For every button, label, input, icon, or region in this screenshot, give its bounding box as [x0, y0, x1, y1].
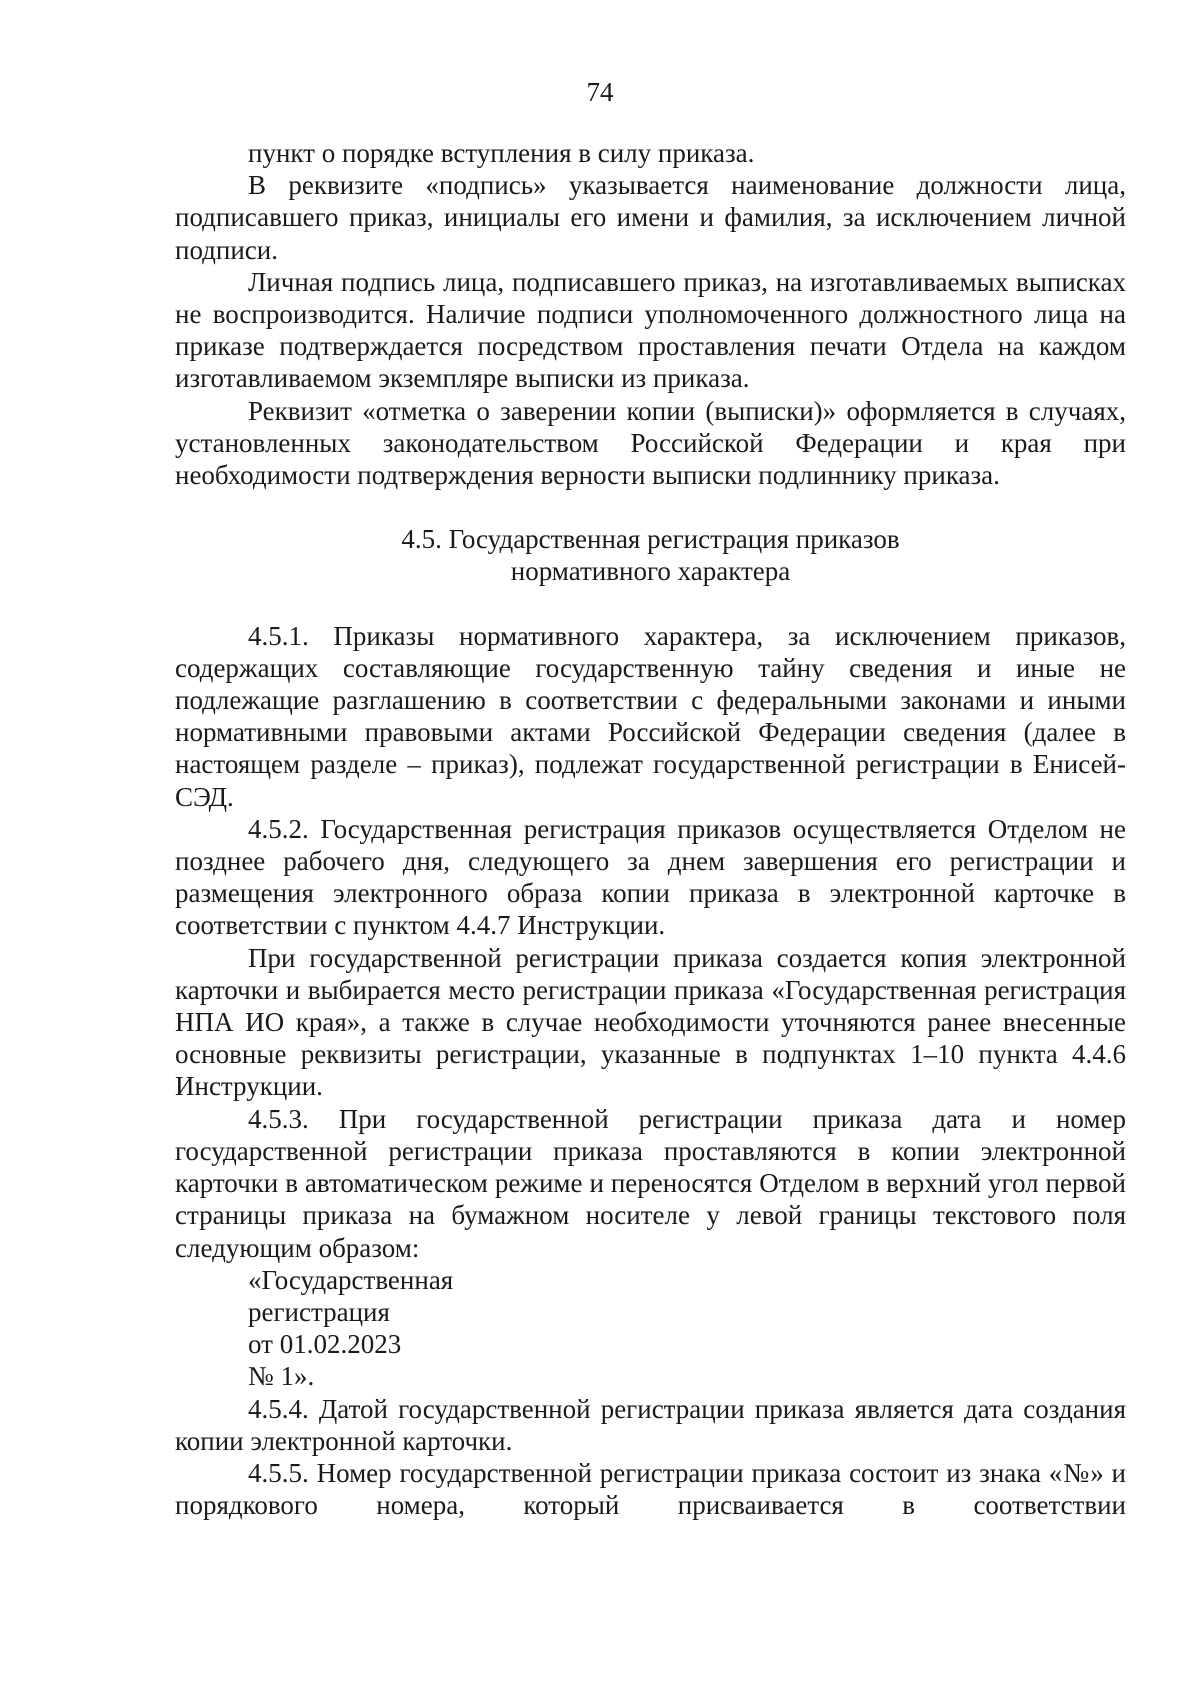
paragraph-4-5-1: 4.5.1. Приказы нормативного характера, за исключением приказов, содержащих составляющие государственную тайну сведения и иные не подлежащие разглашению в соответствии с федеральными законами и иными нормативными правовыми актами Российской Федерации сведения (далее в настоящем разделе – приказ), подлежат государственной регистрации в Енисей-СЭД. — [175, 620, 1126, 812]
paragraph-4-5-2: 4.5.2. Государственная регистрация приказов осуществляется Отделом не позднее рабочего дня, следующего за днем завершения его регистрации и размещения электронного образа копии приказа в электронной карточке в соответствии с пунктом 4.4.7 Инструкции. — [175, 813, 1126, 941]
paragraph-copy-certification: Реквизит «отметка о заверении копии (выписки)» оформляется в случаях, установленных законодательством Российской Федерации и края при необходимости подтверждения верности выписки подлиннику приказа. — [175, 395, 1126, 491]
paragraph-signature-requisite: В реквизите «подпись» указывается наименование должности лица, подписавшего приказ, инициалы его имени и фамилия, за исключением личной подписи. — [175, 170, 1126, 265]
section-heading-line-2: нормативного характера — [510, 556, 791, 587]
paragraph-registration-copy: При государственной регистрации приказа создается копия электронной карточки и выбирается место регистрации приказа «Государственная регистрация НПА ИО края», а также в случае необходимости уточняются ранее внесенные основные реквизиты регистрации, указанные в подпунктах 1–10 пункта 4.4.6 Инструкции. — [175, 942, 1126, 1102]
paragraph-4-5-3: 4.5.3. При государственной регистрации приказа дата и номер государственной регистрации приказа проставляются в копии электронной карточки в автоматическом режиме и переносятся Отделом в верхний угол первой страницы приказа на бумажном носителе у левой границы текстового поля следующим образом: — [175, 1103, 1126, 1263]
page-number: 74 — [586, 77, 614, 107]
registration-stamp-example — [175, 1264, 1126, 1393]
paragraph-4-5-5: 4.5.5. Номер государственной регистрации приказа состоит из знака «№» и порядкового номера, который присваивается в соответствии — [175, 1457, 1126, 1521]
paragraph-continuation: пункт о порядке вступления в силу приказа. — [248, 138, 755, 168]
stamp-line-3: от 01.02.2023 — [248, 1329, 402, 1360]
paragraph-4-5-4: 4.5.4. Датой государственной регистрации приказа является дата создания копии электронной карточки. — [175, 1393, 1126, 1456]
section-heading-line-1: 4.5. Государственная регистрация приказов — [401, 524, 900, 555]
stamp-line-1: «Государственная — [248, 1264, 454, 1295]
stamp-line-2: регистрация — [248, 1296, 390, 1327]
section-heading — [175, 523, 1126, 587]
stamp-line-4: № 1». — [248, 1361, 315, 1392]
document-body — [175, 137, 1126, 1521]
paragraph-personal-signature: Личная подпись лица, подписавшего приказ, на изготавливаемых выписках не воспроизводится. Наличие подписи уполномоченного должностного лица на приказе подтверждается посредством проставления печати Отдела на каждом изготавливаемом экземпляре выписки из приказа. — [175, 266, 1126, 394]
